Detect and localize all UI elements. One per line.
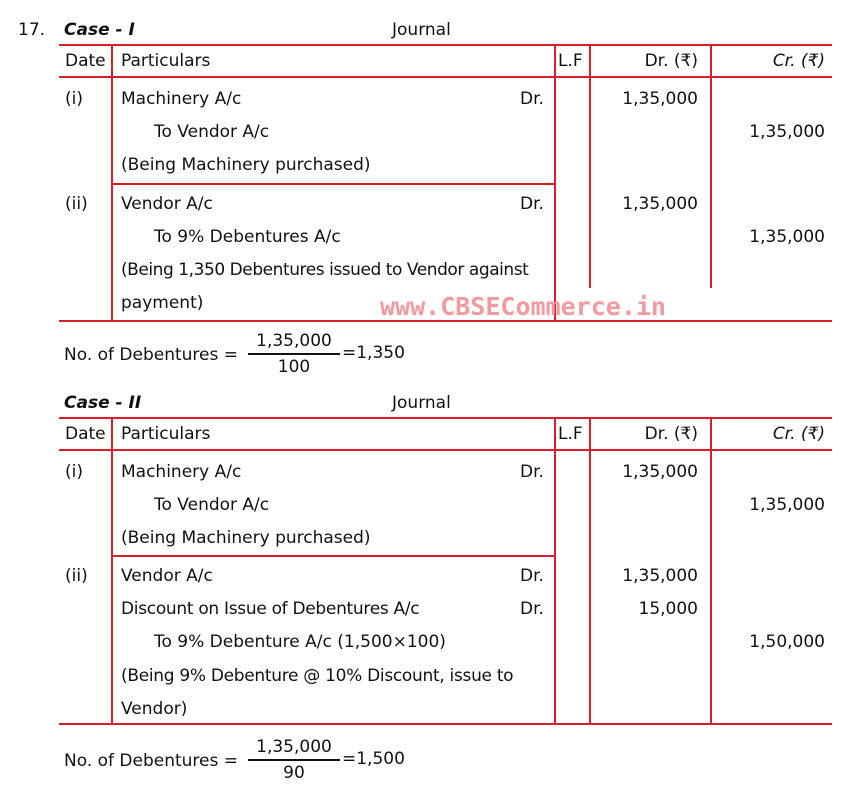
header-particulars: Particulars	[121, 424, 211, 444]
fraction-numerator: 1,35,000	[256, 331, 332, 351]
entry-date: (ii)	[65, 566, 88, 586]
narration: (Being Machinery purchased)	[121, 528, 371, 548]
calc-result: =1,350	[342, 343, 405, 363]
dr-amount: 1,35,000	[622, 462, 698, 482]
calc-result: =1,500	[342, 749, 405, 769]
fraction-denominator: 90	[283, 762, 305, 783]
case-2-title: Case - II	[64, 393, 142, 413]
credit-account: To Vendor A/c	[154, 495, 270, 515]
journal-title-2: Journal	[392, 393, 451, 413]
fraction	[248, 736, 340, 784]
dr-amount: 1,35,000	[622, 566, 698, 586]
narration: (Being 1,350 Debentures issued to Vendor against	[121, 260, 529, 280]
calc-label: No. of Debentures =	[64, 751, 239, 771]
narration: (Being Machinery purchased)	[121, 155, 371, 175]
header-dr: Dr. (₹)	[644, 424, 698, 444]
narration: Vendor)	[121, 699, 188, 719]
cr-amount: 1,35,000	[749, 227, 825, 247]
debit-account: Vendor A/c	[121, 566, 213, 586]
dr-marker: Dr.	[520, 462, 544, 482]
watermark: www.CBSECommerce.in	[380, 292, 666, 321]
credit-account: To 9% Debentures A/c	[154, 227, 341, 247]
dr-amount: 1,35,000	[622, 194, 698, 214]
question-number: 17.	[18, 20, 46, 40]
debit-account: Vendor A/c	[121, 194, 213, 214]
debit-account: Machinery A/c	[121, 89, 242, 109]
dr-marker: Dr.	[520, 599, 544, 619]
journal-title-1: Journal	[392, 20, 451, 40]
case-1-title: Case - I	[64, 20, 135, 40]
fraction-denominator: 100	[277, 356, 311, 377]
header-cr: Cr. (₹)	[772, 51, 825, 71]
header-dr: Dr. (₹)	[644, 51, 698, 71]
dr-amount: 15,000	[638, 599, 698, 619]
dr-marker: Dr.	[520, 194, 544, 214]
header-lf: L.F	[558, 424, 583, 444]
fraction-numerator: 1,35,000	[256, 737, 332, 757]
debit-account: Discount on Issue of Debentures A/c	[121, 599, 420, 619]
calc-label: No. of Debentures =	[64, 345, 239, 365]
dr-marker: Dr.	[520, 566, 544, 586]
fraction	[248, 330, 340, 378]
credit-account: To 9% Debenture A/c (1,500×100)	[154, 632, 446, 652]
debit-account: Machinery A/c	[121, 462, 242, 482]
cr-amount: 1,50,000	[749, 632, 825, 652]
credit-account: To Vendor A/c	[154, 122, 270, 142]
narration: payment)	[121, 293, 204, 313]
entry-date: (i)	[65, 462, 83, 482]
cr-amount: 1,35,000	[749, 495, 825, 515]
narration: (Being 9% Debenture @ 10% Discount, issue to	[121, 666, 514, 686]
dr-marker: Dr.	[520, 89, 544, 109]
entry-date: (i)	[65, 89, 83, 109]
header-date: Date	[65, 51, 106, 71]
header-cr: Cr. (₹)	[772, 424, 825, 444]
header-date: Date	[65, 424, 106, 444]
cr-amount: 1,35,000	[749, 122, 825, 142]
dr-amount: 1,35,000	[622, 89, 698, 109]
header-particulars: Particulars	[121, 51, 211, 71]
entry-date: (ii)	[65, 194, 88, 214]
header-lf: L.F	[558, 51, 583, 71]
